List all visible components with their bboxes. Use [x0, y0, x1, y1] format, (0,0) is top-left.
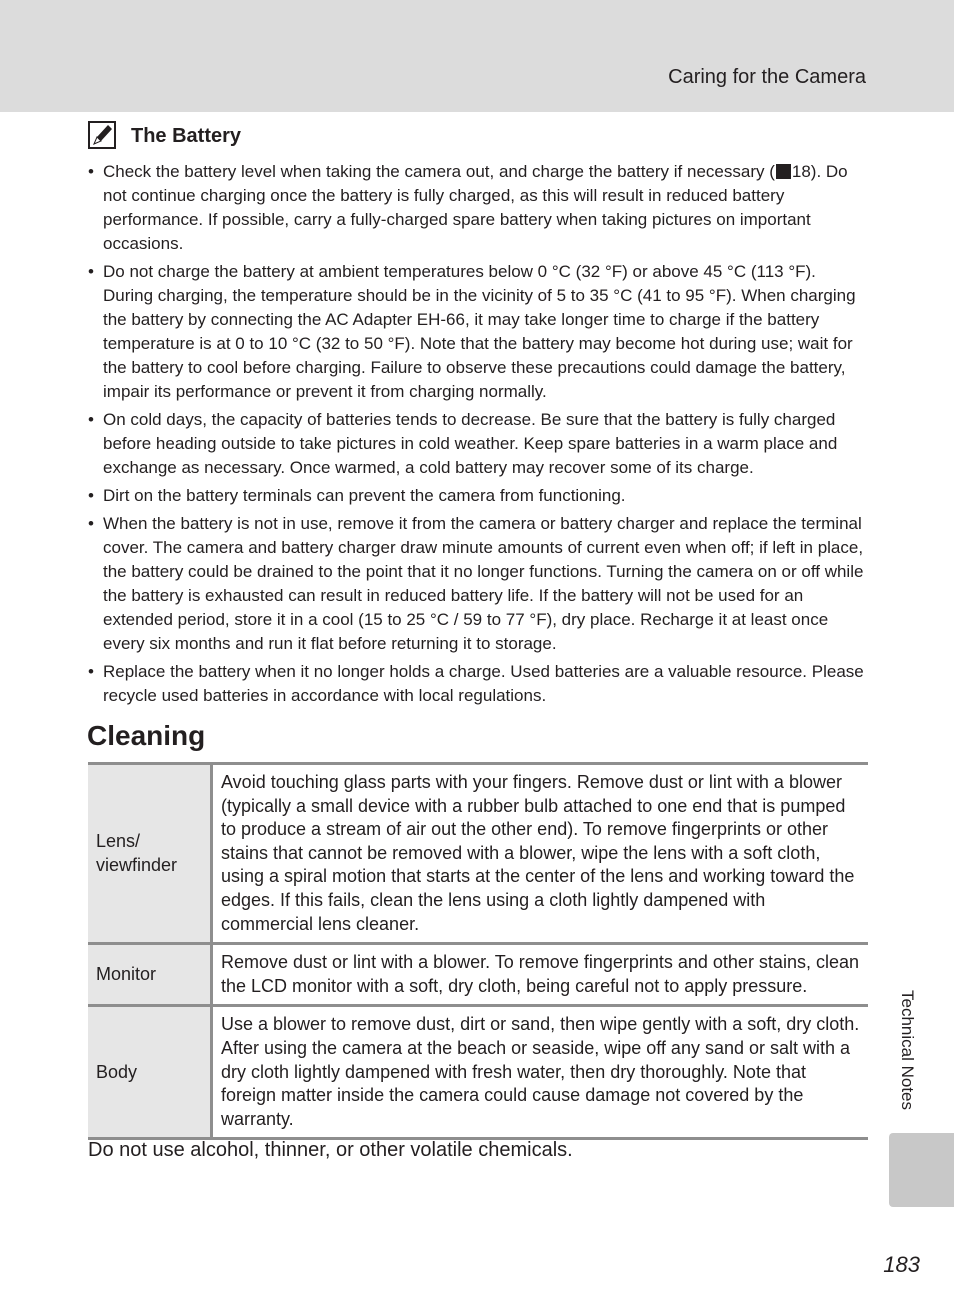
list-item	[88, 660, 868, 708]
cleaning-heading: Cleaning	[87, 720, 206, 751]
bullet-text-start: Check the battery level when taking the camera out, and charge the battery if necessary (	[103, 162, 775, 181]
battery-note-heading: The Battery	[131, 125, 242, 147]
list-item	[88, 160, 868, 256]
section-title: Caring for the Camera	[668, 66, 866, 88]
cleaning-footer-note: Do not use alcohol, thinner, or other volatile chemicals.	[88, 1139, 573, 1161]
bullet-dot: •	[88, 662, 94, 681]
cleaning-table	[88, 762, 868, 1140]
bullet-dot: •	[88, 162, 94, 181]
row-description: Avoid touching glass parts with your fingers. Remove dust or lint with a blower (typically a small device with a rubber bulb attached to one end that is pumped to produce a stream of air out the other end). To remove fingerprints or other stains that cannot be removed with a blower, wipe the lens with a soft cloth, using a spiral motion that starts at the center of the lens and working toward the edges. If this fails, clean the lens using a cloth lightly dampened with commercial lens cleaner.	[212, 764, 869, 944]
header-band	[0, 0, 954, 112]
page-reference-icon	[776, 164, 791, 179]
bullet-text-end: 18). Do not continue charging once the battery is fully charged, as this will result in reduced battery performance. If possible, carry a fully-charged spare battery when taking pictures on important occasions.	[103, 162, 848, 253]
bullet-dot: •	[88, 410, 94, 429]
list-item	[88, 408, 868, 480]
table-row	[88, 1006, 868, 1139]
bullet-text: Do not charge the battery at ambient temperatures below 0 °C (32 °F) or above 45 °C (113 °F). During charging, the temperature should be in the vicinity of 5 to 35 °C (41 to 95 °F). When charging the battery by connecting the AC Adapter EH-66, it may take longer time to charge if the battery temperature is at 0 to 10 °C (32 to 50 °F). Note that the battery may become hot during use; wait for the battery to cool before charging. Failure to observe these precautions could damage the battery, impair its performance or prevent it from charging normally.	[103, 262, 856, 401]
bullet-text: Replace the battery when it no longer holds a charge. Used batteries are a valuable resource. Please recycle used batteries in accordance with local regulations.	[103, 662, 864, 705]
side-tab-label: Technical Notes	[898, 990, 917, 1111]
bullet-dot: •	[88, 514, 94, 533]
page-number: 183	[883, 1252, 920, 1277]
bullet-text: Dirt on the battery terminals can prevent the camera from functioning.	[103, 486, 626, 505]
note-pencil-icon	[88, 121, 116, 149]
list-item	[88, 484, 868, 508]
side-tab	[889, 1133, 954, 1207]
table-row	[88, 944, 868, 1006]
row-label: Monitor	[88, 944, 212, 1006]
table-row	[88, 764, 868, 944]
row-description: Remove dust or lint with a blower. To remove fingerprints and other stains, clean the LCD monitor with a soft, dry cloth, being careful not to apply pressure.	[212, 944, 869, 1006]
row-label: Body	[88, 1006, 212, 1139]
row-label: Lens/ viewfinder	[88, 764, 212, 944]
bullet-text: When the battery is not in use, remove it from the camera or battery charger and replace the terminal cover. The camera and battery charger draw minute amounts of current even when off; if left in place, the battery could be drained to the point that it no longer functions. Turning the camera on or off while the battery is exhausted can result in reduced battery life. If the battery will not be used for an extended period, store it in a cool (15 to 25 °C / 59 to 77 °F), dry place. Recharge it at least once every six months and run it flat before returning it to storage.	[103, 514, 864, 653]
list-item	[88, 260, 868, 404]
row-description: Use a blower to remove dust, dirt or sand, then wipe gently with a soft, dry cloth. After using the camera at the beach or seaside, wipe off any sand or salt with a dry cloth lightly dampened with fresh water, then dry thoroughly. Note that foreign matter inside the camera could cause damage not covered by the warranty.	[212, 1006, 869, 1139]
list-item	[88, 512, 868, 656]
battery-bullet-list	[88, 160, 868, 712]
bullet-dot: •	[88, 262, 94, 281]
bullet-dot: •	[88, 486, 94, 505]
bullet-text: On cold days, the capacity of batteries tends to decrease. Be sure that the battery is fully charged before heading outside to take pictures in cold weather. Keep spare batteries in a warm place and exchange as necessary. Once warmed, a cold battery may recover some of its charge.	[103, 410, 838, 477]
